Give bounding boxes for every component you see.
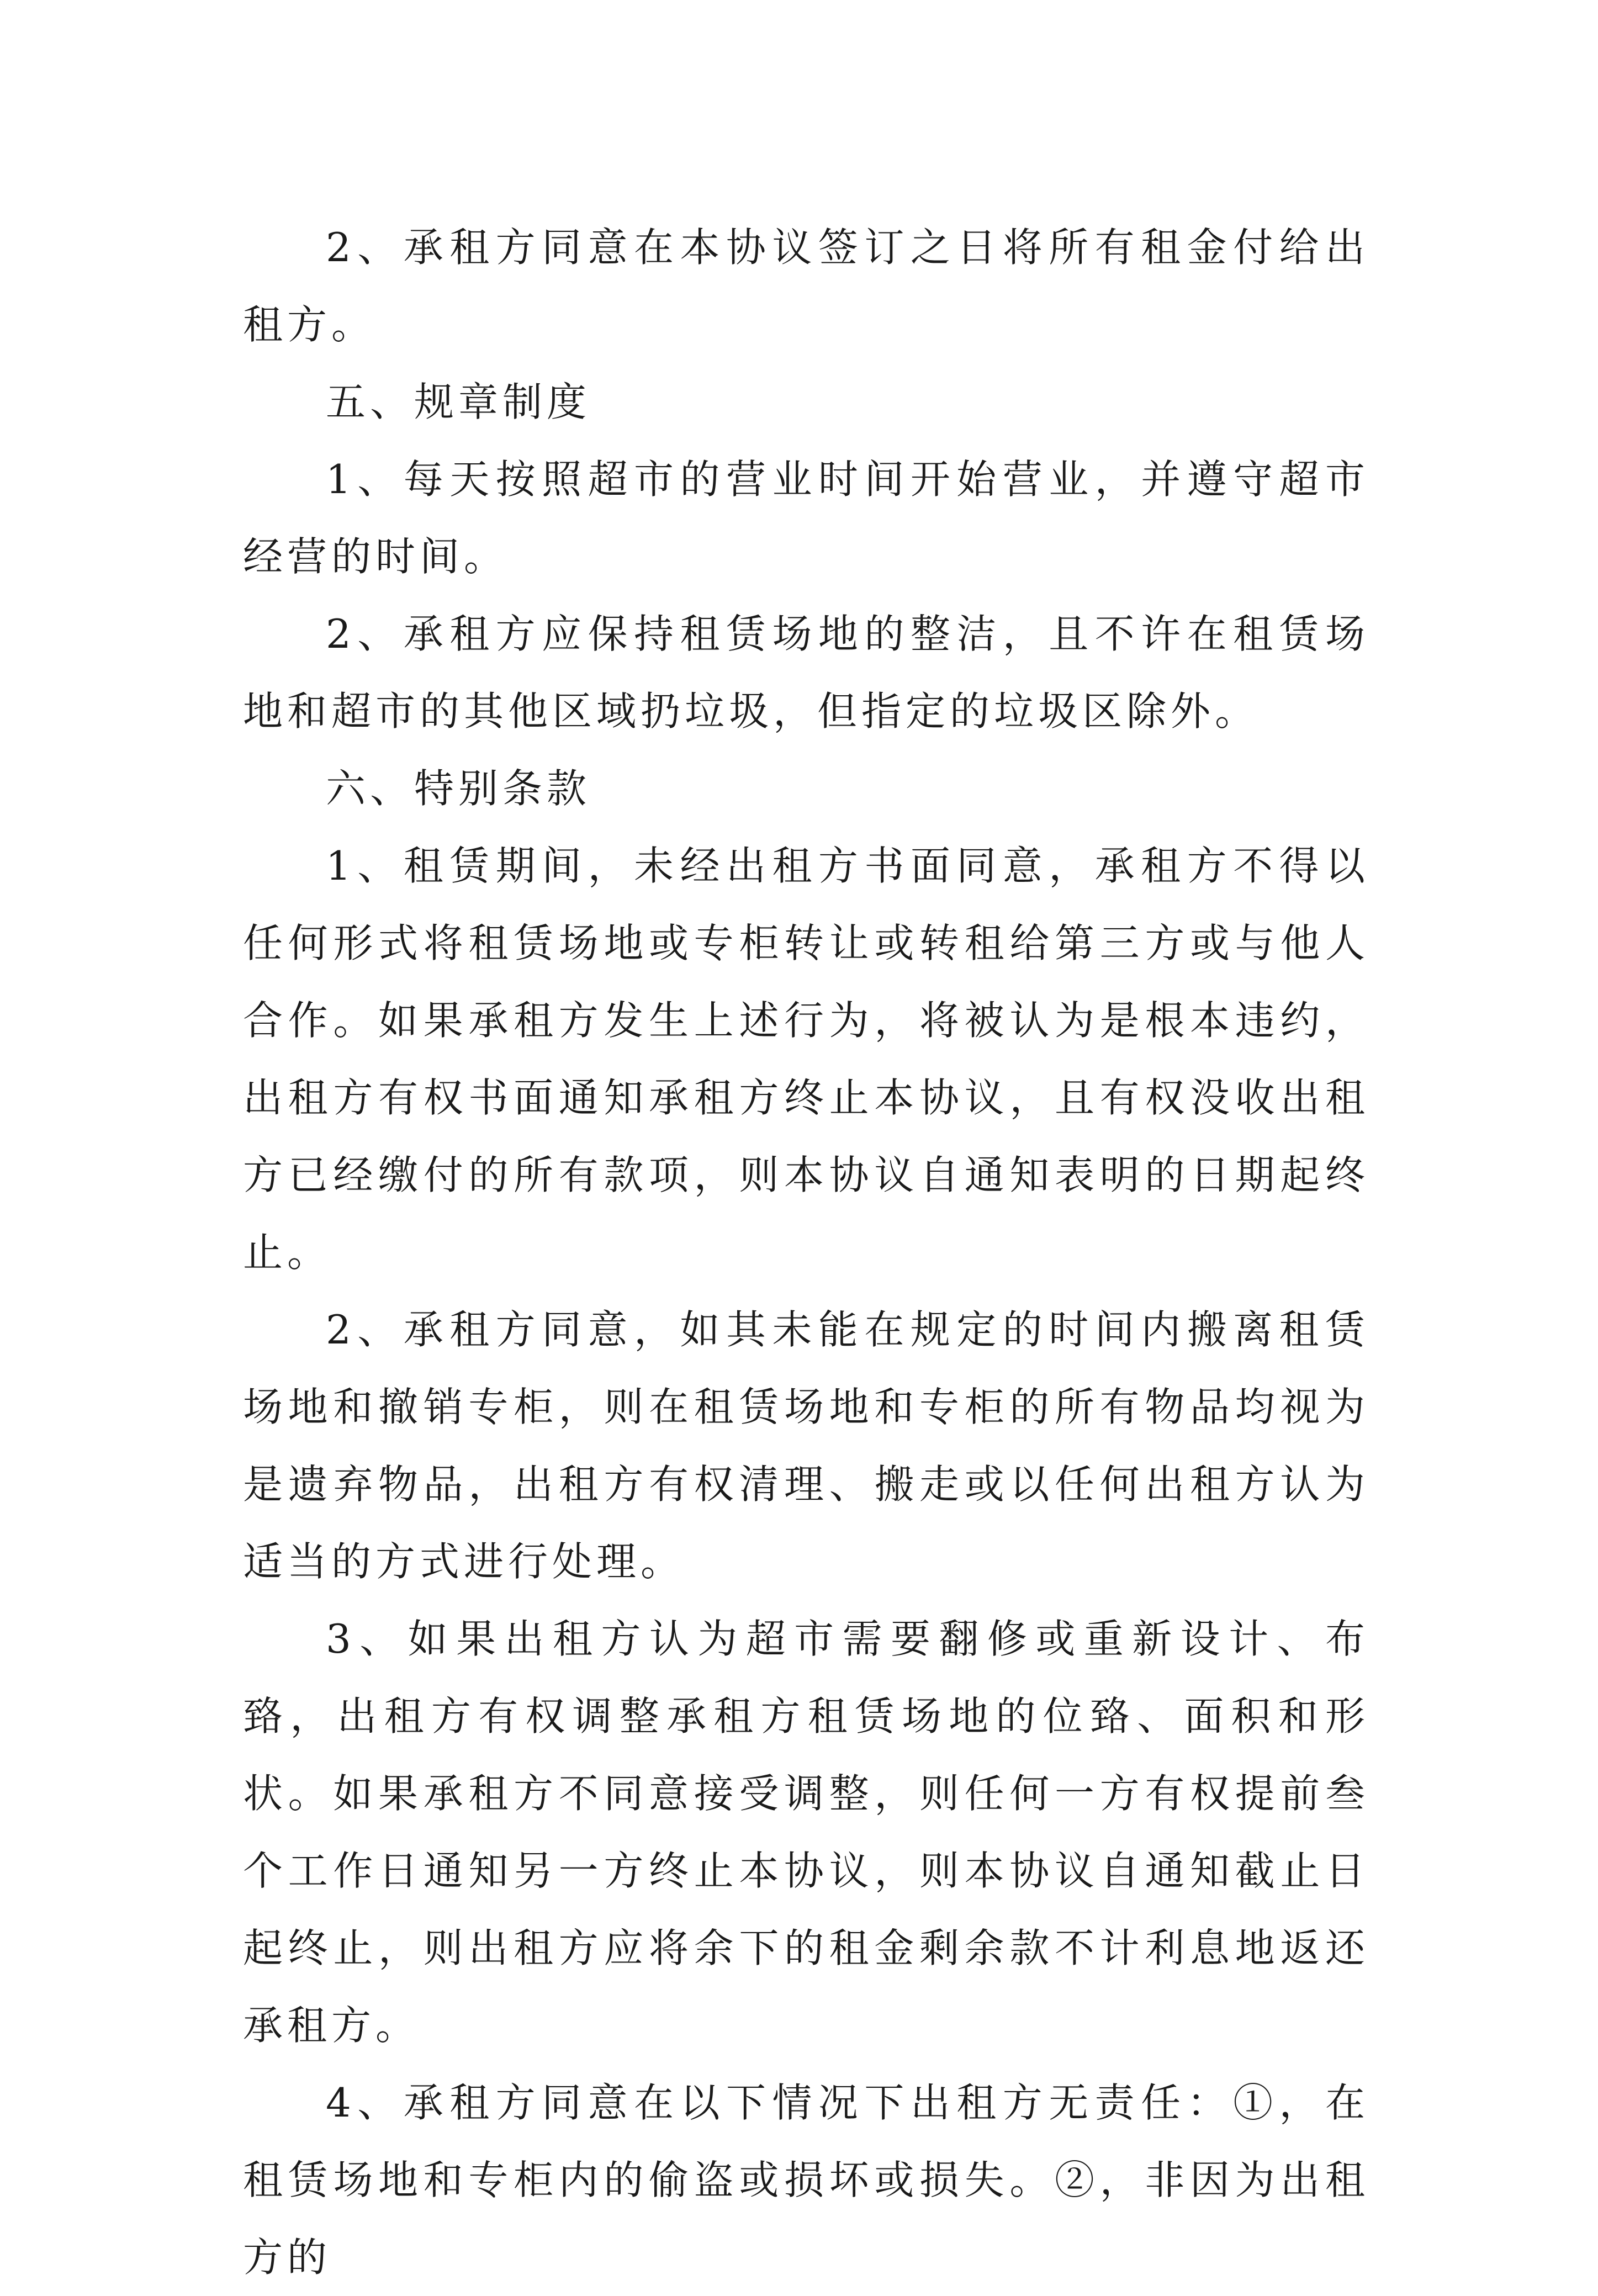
section-heading-special-terms: 六、特别条款: [326, 765, 591, 812]
section-heading-rules: 五、规章制度: [326, 379, 591, 425]
paragraph-cleanliness: 2、承租方应保持租赁场地的整洁，且不许在租赁场地和超市的其他区域扔垃圾，但指定的垃圾区除外。: [243, 611, 1369, 734]
paragraph-liability: 4、承租方同意在以下情况下出租方无责任：①，在租赁场地和专柜内的偷盗或损坏或损失。②，非因为出租方的: [243, 2080, 1369, 2281]
paragraph-business-hours: 1、每天按照超市的营业时间开始营业，并遵守超市经营的时间。: [243, 456, 1369, 580]
document-body: [243, 209, 1369, 2296]
paragraph-renovation: 3、如果出租方认为超市需要翻修或重新设计、布臵，出租方有权调整承租方租赁场地的位臵、面积和形状。如果承租方不同意接受调整，则任何一方有权提前叁个工作日通知另一方终止本协议，则本协议自通知截止日起终止，则出租方应将余下的租金剩余款不计利息地返还承租方。: [243, 1616, 1369, 2049]
paragraph-abandoned-items: 2、承租方同意，如其未能在规定的时间内搬离租赁场地和撤销专柜，则在租赁场地和专柜的所有物品均视为是遗弃物品，出租方有权清理、搬走或以任何出租方认为适当的方式进行处理。: [243, 1306, 1369, 1585]
paragraph-rent-payment: 2、承租方同意在本协议签订之日将所有租金付给出租方。: [243, 224, 1369, 348]
paragraph-no-sublease: 1、租赁期间，未经出租方书面同意，承租方不得以任何形式将租赁场地或专柜转让或转租给第三方或与他人合作。如果承租方发生上述行为，将被认为是根本违约，出租方有权书面通知承租方终止本协议，且有权没收出租方已经缴付的所有款项，则本协议自通知表明的日期起终止。: [243, 843, 1369, 1276]
